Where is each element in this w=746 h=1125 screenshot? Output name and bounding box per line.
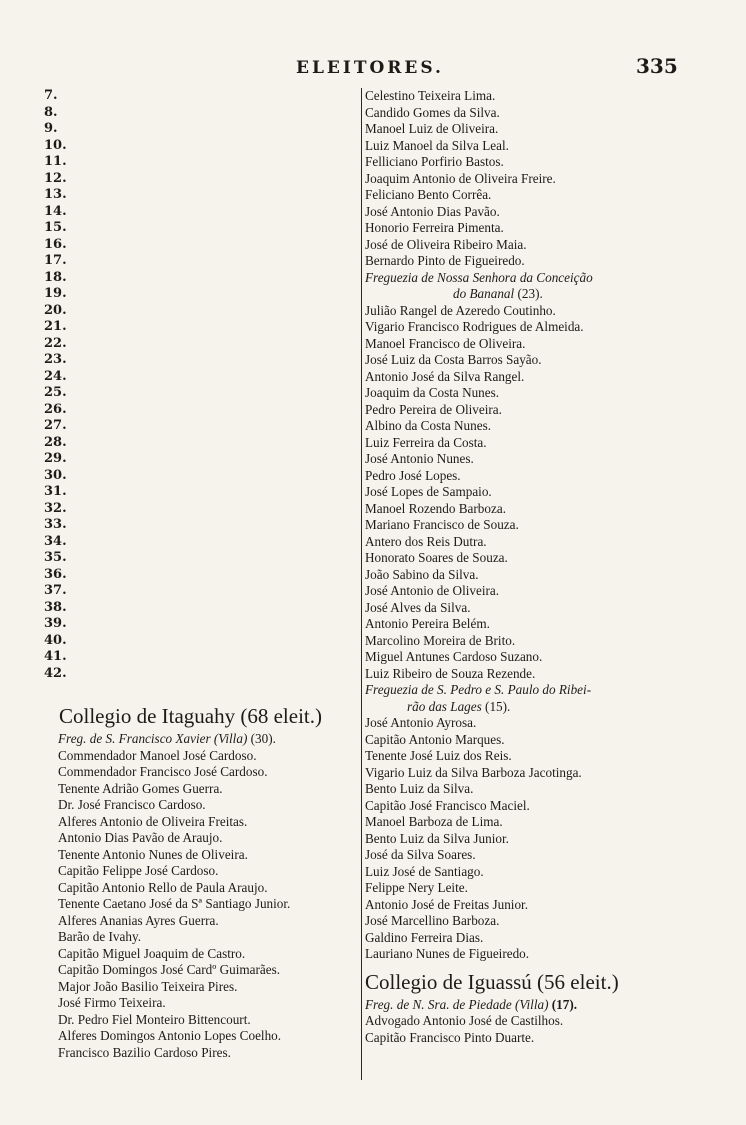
elector-name: Julião Rangel de Azeredo Coutinho. (365, 302, 556, 318)
entry-number: 33. (44, 517, 67, 532)
elector-name: Capitão Domingos José Cardº Guimarães. (58, 962, 281, 977)
entry-number: 37. (44, 583, 67, 598)
elector-name: Dr. José Francisco Cardoso. (58, 797, 206, 812)
elector-name: Vigario Luiz da Silva Barboza Jacotinga. (365, 764, 582, 780)
elector-name: Major João Basilio Teixeira Pires. (58, 978, 238, 994)
entry-number: 41. (44, 649, 67, 664)
entry-number: 27. (44, 418, 67, 433)
elector-name: Manoel Barboza de Lima. (365, 814, 503, 829)
entry-number: 28. (44, 434, 67, 450)
elector-name: Antonio José de Freitas Junior. (365, 896, 529, 912)
elector-name: Capitão Francisco Pinto Duarte. (365, 1029, 535, 1045)
entry-number: 18. (44, 269, 67, 285)
elector-name: Dr. Pedro Fiel Monteiro Bittencourt. (58, 1011, 251, 1027)
elector-name: Bernardo Pinto de Figueiredo. (365, 253, 525, 268)
elector-name: José Lopes de Sampaio. (365, 484, 492, 499)
entry-number: 17. (44, 253, 67, 268)
elector-name: Alferes Ananias Ayres Guerra. (58, 912, 219, 928)
elector-name: Honorato Soares de Souza. (365, 550, 508, 565)
entry-number: 8. (44, 104, 58, 120)
elector-name: Advogado Antonio José de Castilhos. (365, 1013, 564, 1028)
elector-name: Pedro José Lopes. (365, 467, 461, 483)
elector-name: Antonio Dias Pavão de Araujo. (58, 830, 223, 845)
entry-number: 25. (44, 385, 67, 400)
elector-name: Vigario Francisco Rodrigues de Almeida. (365, 319, 584, 334)
entry-number: 35. (44, 550, 67, 565)
elector-name: Pedro Pereira de Oliveira. (365, 401, 502, 417)
elector-name: Antonio José da Silva Rangel. (365, 368, 525, 384)
elector-name: Manoel Luiz de Oliveira. (365, 121, 499, 136)
elector-name: Luiz Ribeiro de Souza Rezende. (365, 665, 536, 681)
elector-name: José Antonio Nunes. (365, 451, 474, 466)
elector-name: Tenente Caetano José da Sª Santiago Junior. (58, 896, 291, 911)
entry-number: 38. (44, 599, 67, 615)
entry-number: 22. (44, 335, 67, 351)
entry-number: 13. (44, 187, 67, 202)
right-column: Celestino Teixeira Lima. Candido Gomes da Silva. Manoel Luiz de Oliveira. Luiz Manoel da Silva Leal. Felliciano Porfirio Bastos. Joaquim Antonio de Oliveira Freire. Feliciano Bento Corrêa. José Antonio Dias Pavão. Honorio Ferreira Pimenta. José de Oliveira Ribeiro Maia. Bernardo Pinto de Figueiredo. Freguezia de Nossa Senhora da Conceição do Bananal (23). Julião Rangel de Azeredo Coutinho. Vigario Francisco Rodrigues de Almeida. Manoel Francisco de Oliveira. José Luiz da Costa Barros Sayão. Antonio José da Silva Rangel. Joaquim da Costa Nunes. Pedro Pereira de Oliveira. Albino da Costa Nunes. Luiz Ferreira da Costa. José Antonio Nunes. Pedro José Lopes. José Lopes de Sampaio. Manoel Rozendo Barboza. Mariano Francisco de Souza. Antero dos Reis Dutra. Honorato Soares de Souza. João Sabino da Silva. José Antonio de Oliveira. José Alves da Silva. Antonio Pereira Belém. Marcolino Moreira de Brito. Miguel Antunes Cardoso Suzano. Luiz Ribeiro de Souza Rezende. Freguezia de S. Pedro e S. Paulo do Ribei- rão das Lages (15). José Antonio Ayrosa. Capitão Antonio Marques. Tenente José Luiz dos Reis. Vigario Luiz da Silva Barboza Jacotinga. Bento Luiz da Silva. Capitão José Francisco Maciel. Manoel Barboza de Lima. Bento Luiz da Silva Junior. José da Silva Soares. Luiz José de Santiago. Felippe Nery Leite. Antonio José de Freitas Junior. José Marcellino Barboza. Galdino Ferreira Dias. Lauriano Nunes de Figueiredo. Collegio de Iguassú (56 eleit.) Freg. de N. Sra. de Piedade (Villa) (17). Advogado Antonio José de Castilhos. Capitão Francisco Pinto Duarte. (365, 88, 737, 1046)
elector-name: Capitão José Francisco Maciel. (365, 797, 530, 813)
elector-name: Mariano Francisco de Souza. (365, 517, 519, 532)
freguezia-heading: Freguezia de S. Pedro e S. Paulo do Ribei- (365, 682, 592, 697)
elector-name: Galdino Ferreira Dias. (365, 929, 484, 945)
page-number: 335 (636, 54, 678, 78)
entry-number: 34. (44, 533, 67, 549)
elector-name: Barão de Ivahy. (58, 929, 141, 944)
elector-name: Miguel Antunes Cardoso Suzano. (365, 649, 543, 664)
elector-name: Capitão Felippe José Cardoso. (58, 863, 219, 878)
elector-name: José Firmo Teixeira. (58, 995, 166, 1010)
elector-name: Feliciano Bento Corrêa. (365, 187, 492, 202)
elector-name: Marcolino Moreira de Brito. (365, 632, 516, 648)
elector-name: Candido Gomes da Silva. (365, 104, 500, 120)
elector-name: Antonio Pereira Belém. (365, 616, 490, 631)
elector-name: José Luiz da Costa Barros Sayão. (365, 352, 542, 367)
elector-name: Alferes Domingos Antonio Lopes Coelho. (58, 1028, 282, 1043)
page-title: ELEITORES. (296, 58, 444, 78)
entry-number: 9. (44, 121, 58, 136)
entry-number: 30. (44, 467, 67, 483)
entry-number: 11. (44, 154, 67, 169)
entry-number: 10. (44, 137, 67, 153)
entry-number: 20. (44, 302, 67, 318)
left-lower-section: Collegio de Itaguahy (68 eleit.) Freg. de S. Francisco Xavier (Villa) (30). Commendador Manoel José Cardoso. Commendador Francisco José Cardoso. Tenente Adrião Gomes Guerra. Dr. José Francisco Cardoso. Alferes Antonio de Oliveira Freitas. Antonio Dias Pavão de Araujo. Tenente Antonio Nunes de Oliveira. Capitão Felippe José Cardoso. Capitão Antonio Rello de Paula Araujo. Tenente Caetano José da Sª Santiago Junior. Alferes Ananias Ayres Guerra. Barão de Ivahy. Capitão Miguel Joaquim de Castro. Capitão Domingos José Cardº Guimarães. Major João Basilio Teixeira Pires. José Firmo Teixeira. Dr. Pedro Fiel Monteiro Bittencourt. Alferes Domingos Antonio Lopes Coelho. Francisco Bazilio Cardoso Pires. (58, 701, 360, 1061)
elector-name: João Sabino da Silva. (365, 566, 479, 582)
elector-name: Celestino Teixeira Lima. (365, 88, 496, 103)
entry-number: 24. (44, 368, 67, 384)
elector-name: Felliciano Porfirio Bastos. (365, 154, 504, 169)
entry-number: 26. (44, 401, 67, 417)
entry-number: 31. (44, 484, 67, 499)
elector-name: José Antonio de Oliveira. (365, 583, 500, 598)
entry-number: 36. (44, 566, 67, 582)
elector-name: Bento Luiz da Silva. (365, 781, 474, 796)
elector-name: Manoel Rozendo Barboza. (365, 500, 506, 516)
entry-number: 21. (44, 319, 67, 334)
elector-name: Manoel Francisco de Oliveira. (365, 335, 526, 351)
elector-name: Luiz José de Santiago. (365, 863, 484, 879)
elector-name: José Antonio Dias Pavão. (365, 203, 500, 219)
entry-number: 7. (44, 88, 58, 103)
elector-name: José Antonio Ayrosa. (365, 715, 477, 730)
elector-name: Felippe Nery Leite. (365, 880, 468, 895)
elector-name: Tenente Antonio Nunes de Oliveira. (58, 846, 248, 862)
elector-name: Francisco Bazilio Cardoso Pires. (58, 1044, 231, 1060)
elector-name: Bento Luiz da Silva Junior. (365, 830, 509, 846)
collegio-heading: Collegio de Itaguahy (68 eleit.) (59, 704, 323, 728)
elector-name: Capitão Antonio Rello de Paula Araujo. (58, 879, 268, 895)
entry-number: 29. (44, 451, 67, 466)
collegio-heading: Collegio de Iguassú (56 eleit.) (365, 969, 619, 994)
elector-name: Luiz Ferreira da Costa. (365, 434, 487, 450)
freguezia-heading: Freguezia de Nossa Senhora da Conceição (365, 269, 593, 285)
entry-number: 15. (44, 220, 67, 235)
elector-name: José de Oliveira Ribeiro Maia. (365, 236, 527, 252)
entry-number: 19. (44, 286, 67, 301)
entry-number: 16. (44, 236, 67, 252)
entry-number: 40. (44, 632, 67, 648)
elector-name: Capitão Antonio Marques. (365, 731, 505, 747)
elector-name: Capitão Miguel Joaquim de Castro. (58, 945, 246, 961)
elector-name: Commendador Manoel José Cardoso. (58, 747, 257, 763)
elector-name: Albino da Costa Nunes. (365, 418, 492, 433)
elector-name: Tenente José Luiz dos Reis. (365, 748, 512, 763)
column-divider (361, 88, 362, 1080)
entry-number: 23. (44, 352, 67, 367)
entry-number: 14. (44, 203, 67, 219)
elector-name: Joaquim da Costa Nunes. (365, 385, 500, 400)
elector-name: Antero dos Reis Dutra. (365, 533, 487, 549)
elector-name: Luiz Manoel da Silva Leal. (365, 137, 509, 153)
elector-name: Lauriano Nunes de Figueiredo. (365, 946, 530, 961)
elector-name: José Marcellino Barboza. (365, 913, 500, 928)
entry-number-column (44, 88, 104, 682)
elector-name: Honorio Ferreira Pimenta. (365, 220, 504, 235)
entry-number: 39. (44, 616, 67, 631)
elector-name: Joaquim Antonio de Oliveira Freire. (365, 170, 556, 186)
entry-number: 42. (44, 665, 67, 681)
elector-name: Commendador Francisco José Cardoso. (58, 764, 268, 779)
elector-name: Alferes Antonio de Oliveira Freitas. (58, 813, 248, 829)
elector-name: Tenente Adrião Gomes Guerra. (58, 780, 223, 796)
entry-number: 32. (44, 500, 67, 516)
elector-name: José Alves da Silva. (365, 599, 471, 615)
entry-number: 12. (44, 170, 67, 186)
elector-name: José da Silva Soares. (365, 847, 476, 862)
